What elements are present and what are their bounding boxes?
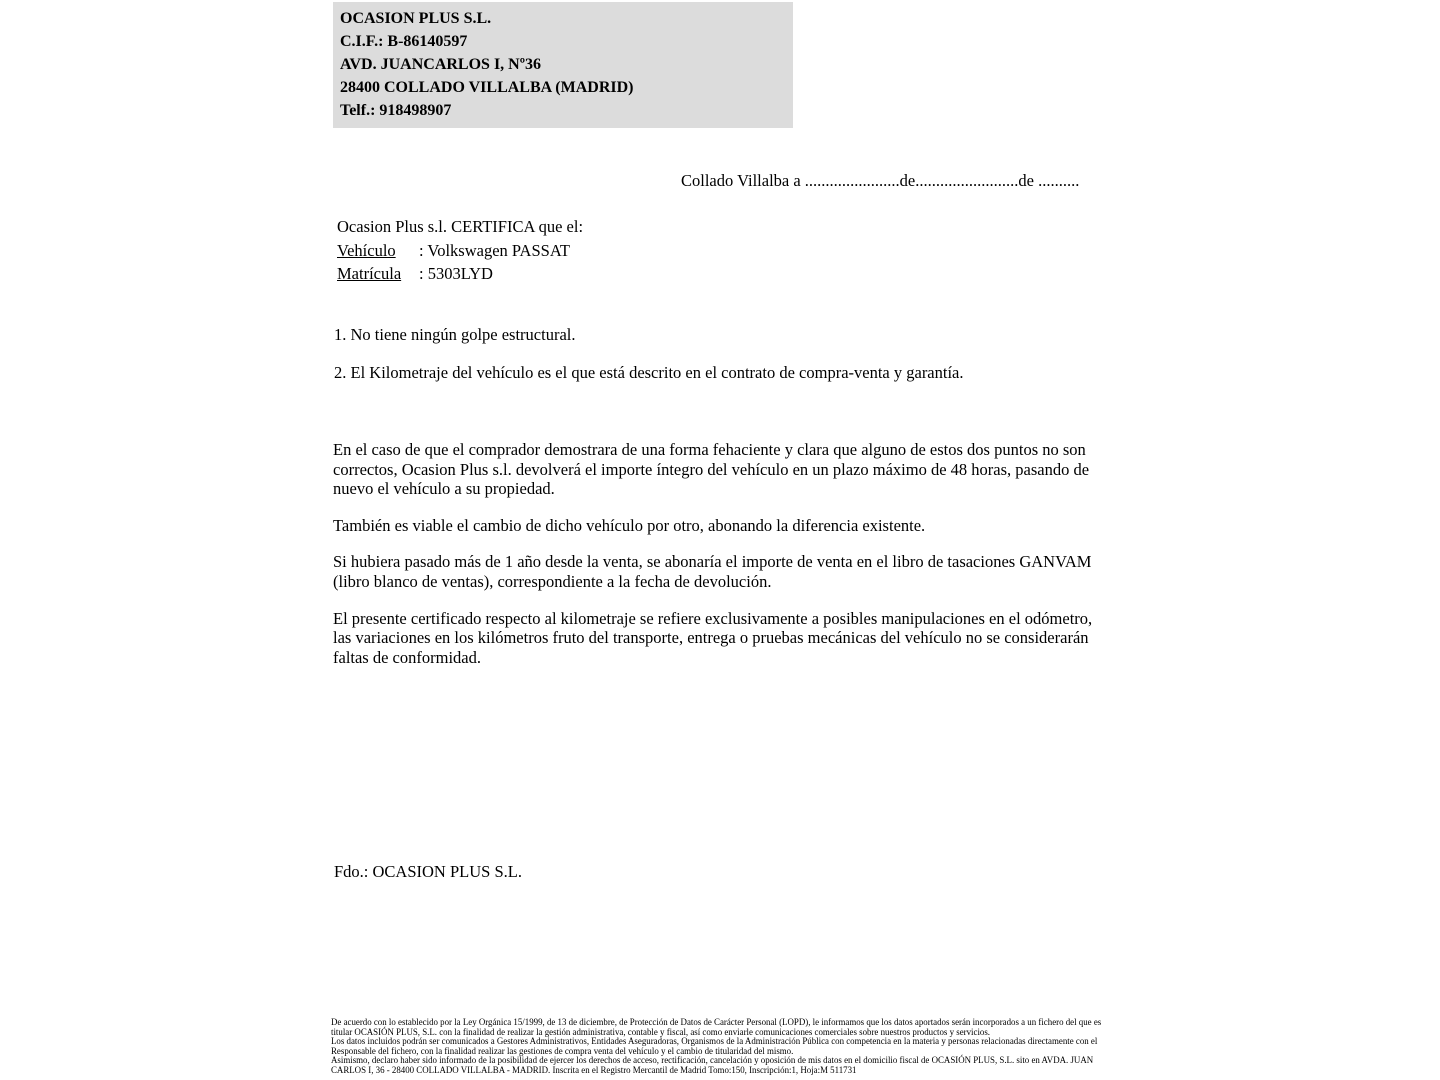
legal-paragraph-3: Asimismo, declaro haber sido informado de la posibilidad de ejercer los derechos de acceso, rectificación, cancelación y oposición de mis datos en el domicilio fiscal de OCASIÓN PLUS, S.L. sito en AVDA. JUAN CARLOS I, 36 - 28400 COLLADO VILLALBA - MADRID. Inscrita en el Registro Mercantil de Madrid Tomo:150, Inscripción:1, Hoja:M 511731 [331,1055,1094,1075]
legal-notice-block [331,1018,1103,1076]
vehicle-label: Vehículo [337,240,396,260]
body-paragraph-2: También es viable el cambio de dicho vehículo por otro, abonando la diferencia existente. [333,515,926,535]
point-1: 1. No tiene ningún golpe estructural. [334,325,576,344]
signature-line: Fdo.: OCASION PLUS S.L. [334,862,522,881]
company-phone: Telf.: 918498907 [340,102,452,119]
body-block [333,440,1095,684]
company-address: AVD. JUANCARLOS I, Nº36 [340,56,542,73]
company-city: 28400 COLLADO VILLALBA (MADRID) [340,79,634,96]
certify-intro: Ocasion Plus s.l. CERTIFICA que el: [337,217,584,236]
plate-value: : 5303LYD [419,264,493,283]
body-paragraph-1: En el caso de que el comprador demostrara de una forma fehaciente y clara que alguno de estos dos puntos no son correctos, Ocasion Plus s.l. devolverá el importe íntegro del vehículo en un plazo máximo de 48 horas, pasando de nuevo el vehículo a su propiedad. [333,440,1090,499]
points-block [334,325,1104,400]
point-2: 2. El Kilometraje del vehículo es el que está descrito en el contrato de compra-venta y garantía. [334,362,964,382]
company-cif: C.I.F.: B-86140597 [340,33,468,50]
vehicle-value: : Volkswagen PASSAT [419,240,570,260]
body-paragraph-4: El presente certificado respecto al kilometraje se refiere exclusivamente a posibles manipulaciones en el odómetro, las variaciones en los kilómetros fruto del transporte, entrega o pruebas mecánicas del vehículo no se considerarán faltas de conformidad. [333,608,1093,667]
legal-paragraph-1: De acuerdo con lo establecido por la Ley Orgánica 15/1999, de 13 de diciembre, de Protección de Datos de Carácter Personal (LOPD), le informamos que los datos aportados serán incorporados a un fichero del que es titular OCASIÓN PLUS, S.L. con la finalidad de realizar la gestión administrativa, contable y fiscal, así como enviarle comunicaciones comerciales sobre nuestros productos y servicios. [331,1017,1102,1037]
body-paragraph-3: Si hubiera pasado más de 1 año desde la venta, se abonaría el importe de venta en el libro de tasaciones GANVAM (libro blanco de ventas), correspondiente a la fecha de devolución. [333,552,1092,591]
certify-block [337,215,583,286]
date-fill-in-line: Collado Villalba a .......................de.........................de .......... [681,171,1080,190]
legal-paragraph-2: Los datos incluidos podrán ser comunicados a Gestores Administrativos, Entidades Aseguradoras, Organismos de la Administración Pública con competencia en la materia y personas relacionadas directamente con el Responsable del fichero, con la finalidad realizar las gestiones de compra venta del vehículo y el cambio de titularidad del mismo. [331,1036,1098,1056]
company-header-block [333,2,793,128]
plate-label: Matrícula [337,264,402,283]
plate-row [337,262,583,286]
vehicle-row [337,239,583,263]
company-name: OCASION PLUS S.L. [340,10,492,27]
